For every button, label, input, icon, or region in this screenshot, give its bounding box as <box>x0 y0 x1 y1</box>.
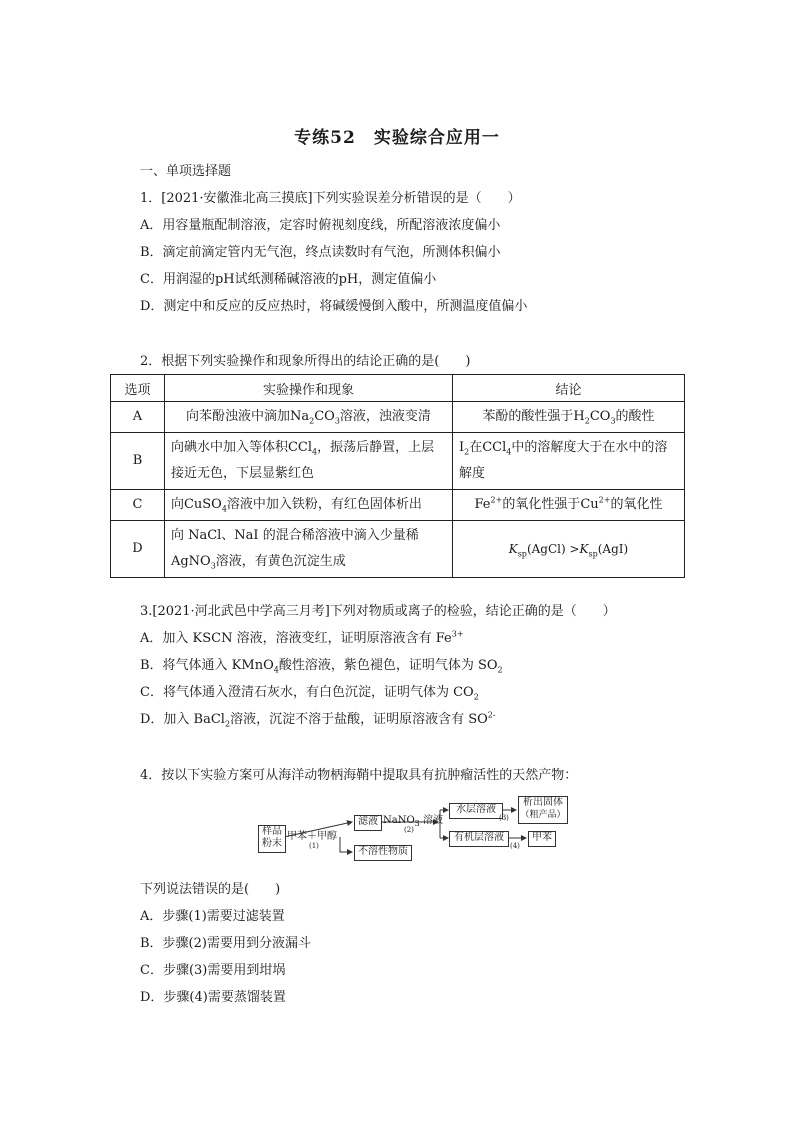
q3-stem: 3.[2021·河北武邑中学高三月考]下列对物质或离子的检验，结论正确的是（ ） <box>140 604 616 619</box>
step4-label: (4) <box>510 842 520 850</box>
row-label: A <box>111 402 165 433</box>
row-conclusion: $K_{sp}(AgCl) >K_{sp}(AgI)$ <box>452 521 684 578</box>
reagent1-label: 甲苯＋甲醇 <box>287 831 337 842</box>
q1-stem: 1．[2021·安徽淮北高三摸底]下列实验误差分析错误的是（ ） <box>140 191 521 206</box>
row-label: B <box>111 433 165 490</box>
table-header: 实验操作和现象 <box>164 375 452 402</box>
q4-option-b[interactable]: B．步骤(2)需要用到分液漏斗 <box>140 936 311 951</box>
filtrate-box: 滤液 <box>354 815 382 831</box>
q1-option-b[interactable]: B．滴定前滴定管内无气泡，终点读数时有气泡，所测体积偏小 <box>140 245 501 260</box>
section-heading: 一、单项选择题 <box>140 164 232 179</box>
q1-option-a[interactable]: A．用容量瓶配制溶液，定容时俯视刻度线，所配溶液浓度偏小 <box>140 218 501 233</box>
q4-sub-stem: 下列说法错误的是( ) <box>140 882 281 897</box>
page-title: 专练52 实验综合应用一 <box>294 128 500 148</box>
row-operation: 向苯酚浊液中滴加$Na_2CO_3$溶液，浊液变清 <box>164 402 452 433</box>
step1-label: (1) <box>309 842 319 850</box>
sample-box: 样品 粉末 <box>258 825 286 853</box>
row-conclusion: $Fe^{2+}$的氧化性强于$Cu^{2+}$的氧化性 <box>452 490 684 521</box>
row-label: C <box>111 490 165 521</box>
aqueous-box: 水层溶液 <box>449 803 503 819</box>
organic-box: 有机层溶液 <box>449 831 509 847</box>
row-operation: 向CuSO$_4$溶液中加入铁粉，有红色固体析出 <box>164 490 452 521</box>
arrow-to-insoluble <box>340 837 352 852</box>
reagent2-label: NaNO$_3$ 溶液 <box>383 815 443 828</box>
step2-label: (2) <box>404 826 414 834</box>
table-header: 结论 <box>452 375 684 402</box>
insoluble-box: 不溶性物质 <box>354 845 412 861</box>
q1-option-d[interactable]: D．测定中和反应的反应热时，将碱缓慢倒入酸中，所测温度值偏小 <box>140 299 528 314</box>
q1-option-c[interactable]: C．用润湿的pH试纸测稀碱溶液的pH，测定值偏小 <box>140 272 437 287</box>
q4-option-a[interactable]: A．步骤(1)需要过滤装置 <box>140 909 285 924</box>
q3-option-a[interactable]: A．加入 KSCN 溶液，溶液变红，证明原溶液含有 $Fe^{3+}$ <box>140 629 464 646</box>
row-operation: 向 NaCl、NaI 的混合稀溶液中滴入少量稀AgNO$_3$溶液，有黄色沉淀生成 <box>164 521 452 578</box>
row-label: D <box>111 521 165 578</box>
product-box: 析出固体 （粗产品） <box>518 796 568 824</box>
q3-option-b[interactable]: B．将气体通入 KMnO$_4$酸性溶液，紫色褪色，证明气体为 $SO_2$ <box>140 658 503 675</box>
q4-option-c[interactable]: C．步骤(3)需要用到坩埚 <box>140 963 286 978</box>
row-operation: 向碘水中加入等体积CCl$_4$，振荡后静置，上层接近无色，下层显紫红色 <box>164 433 452 490</box>
row-conclusion: 苯酚的酸性强于$H_2CO_3$的酸性 <box>452 402 684 433</box>
q3-option-c[interactable]: C．将气体通入澄清石灰水，有白色沉淀，证明气体为 $CO_2$ <box>140 685 479 702</box>
step3-label: (3) <box>499 814 509 822</box>
toluene-box: 甲苯 <box>528 831 556 847</box>
q4-stem: 4．按以下实验方案可从海洋动物柄海鞘中提取具有抗肿瘤活性的天然产物： <box>140 768 578 783</box>
table-header: 选项 <box>111 375 165 402</box>
row-conclusion: $I_2$在CCl$_4$中的溶解度大于在水中的溶解度 <box>452 433 684 490</box>
q4-option-d[interactable]: D．步骤(4)需要蒸馏装置 <box>140 990 286 1005</box>
q2-stem: 2．根据下列实验操作和现象所得出的结论正确的是( ) <box>140 354 471 369</box>
q3-option-d[interactable]: D．加入 BaCl$_2$溶液，沉淀不溶于盐酸，证明原溶液含有 $SO^{2-}$ <box>140 710 496 729</box>
